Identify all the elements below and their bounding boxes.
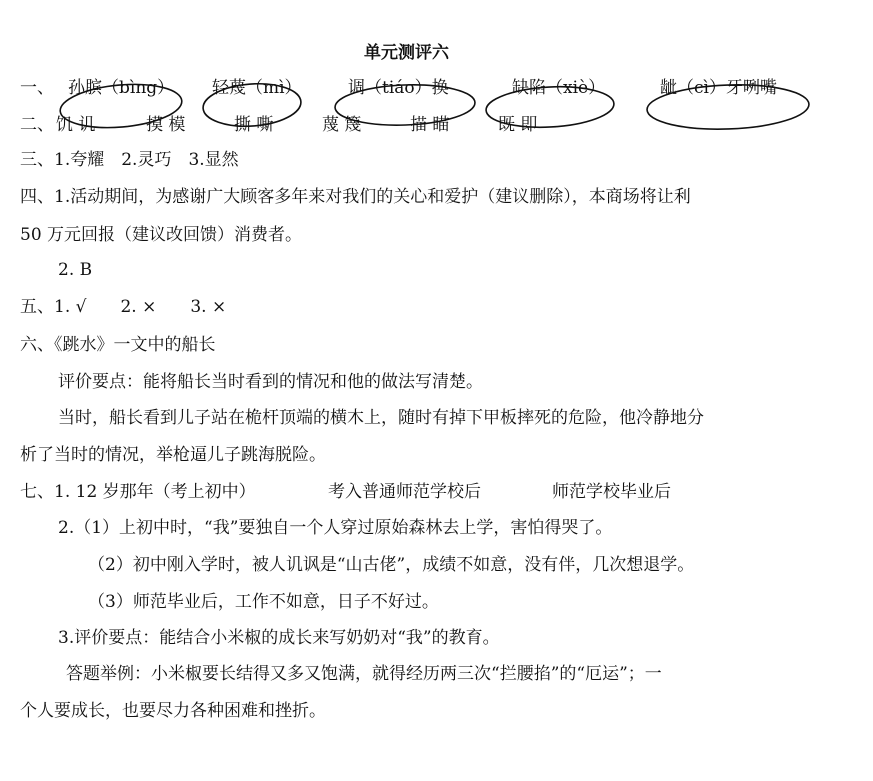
section-5: 五、1. √ 2. × 3. ×	[20, 297, 227, 317]
page-title: 单元测评六	[364, 43, 449, 63]
section-1-item: 缺陷（xiè）	[512, 78, 606, 98]
section-1	[0, 76, 873, 100]
section-7-line: （2）初中刚入学时，被人讥讽是“山古佬”，成绩不如意，没有伴，几次想退学。	[88, 555, 695, 575]
section-6-line: 评价要点：能将船长当时看到的情况和他的做法写清楚。	[58, 372, 483, 392]
section-2-item: 既 即	[498, 115, 538, 135]
section-1-item: 调（tiáo）换	[348, 78, 449, 98]
section-3: 三、1.夸耀 2.灵巧 3.显然	[20, 150, 239, 170]
section-7-line: 3.评价要点：能结合小米椒的成长来写奶奶对“我”的教育。	[58, 628, 500, 648]
section-2-item: 饥 讥	[56, 115, 96, 135]
section-6-line: 六、《跳水》一文中的船长	[20, 335, 216, 355]
section-2-item: 摸 模	[146, 115, 186, 135]
section-7-answer: 师范学校毕业后	[552, 482, 671, 502]
section-7-line: （3）师范毕业后，工作不如意，日子不好过。	[88, 592, 439, 612]
section-7-answer: 七、1. 12 岁那年（考上初中）	[20, 482, 256, 502]
section-2	[0, 113, 873, 137]
section-7-answer: 考入普通师范学校后	[328, 482, 481, 502]
section-7-line: 答题举例：小米椒要长结得又多又饱满，就得经历两三次“拦腰掐”的“厄运”；一	[66, 664, 662, 684]
section-2-item: 描 瞄	[410, 115, 450, 135]
section-6-line: 析了当时的情况，举枪逼儿子跳海脱险。	[20, 445, 326, 465]
section-1-item: 孙膑（bìng）	[68, 78, 175, 98]
section-1-number: 一、	[20, 78, 54, 98]
section-7-line: 2.（1）上初中时，“我”要独自一个人穿过原始森林去上学，害怕得哭了。	[58, 518, 613, 538]
section-4-line: 四、1.活动期间，为感谢广大顾客多年来对我们的关心和爱护（建议删除），本商场将让利	[20, 187, 691, 207]
section-1-item: 轻蔑（mì）	[212, 78, 302, 98]
section-7-line: 个人要成长，也要尽力各种困难和挫折。	[20, 701, 326, 721]
section-2-item: 撕 嘶	[234, 115, 274, 135]
section-2-item: 蔑 篾	[322, 115, 362, 135]
section-6-line: 当时，船长看到儿子站在桅杆顶端的横木上，随时有掉下甲板摔死的危险，他冷静地分	[58, 408, 704, 428]
section-4-line: 50 万元回报（建议改回馈）消费者。	[20, 225, 303, 245]
section-4-line: 2. B	[58, 260, 93, 280]
section-2-number: 二、	[20, 115, 54, 135]
section-1-item: 龇（cì）牙咧嘴	[660, 78, 777, 98]
